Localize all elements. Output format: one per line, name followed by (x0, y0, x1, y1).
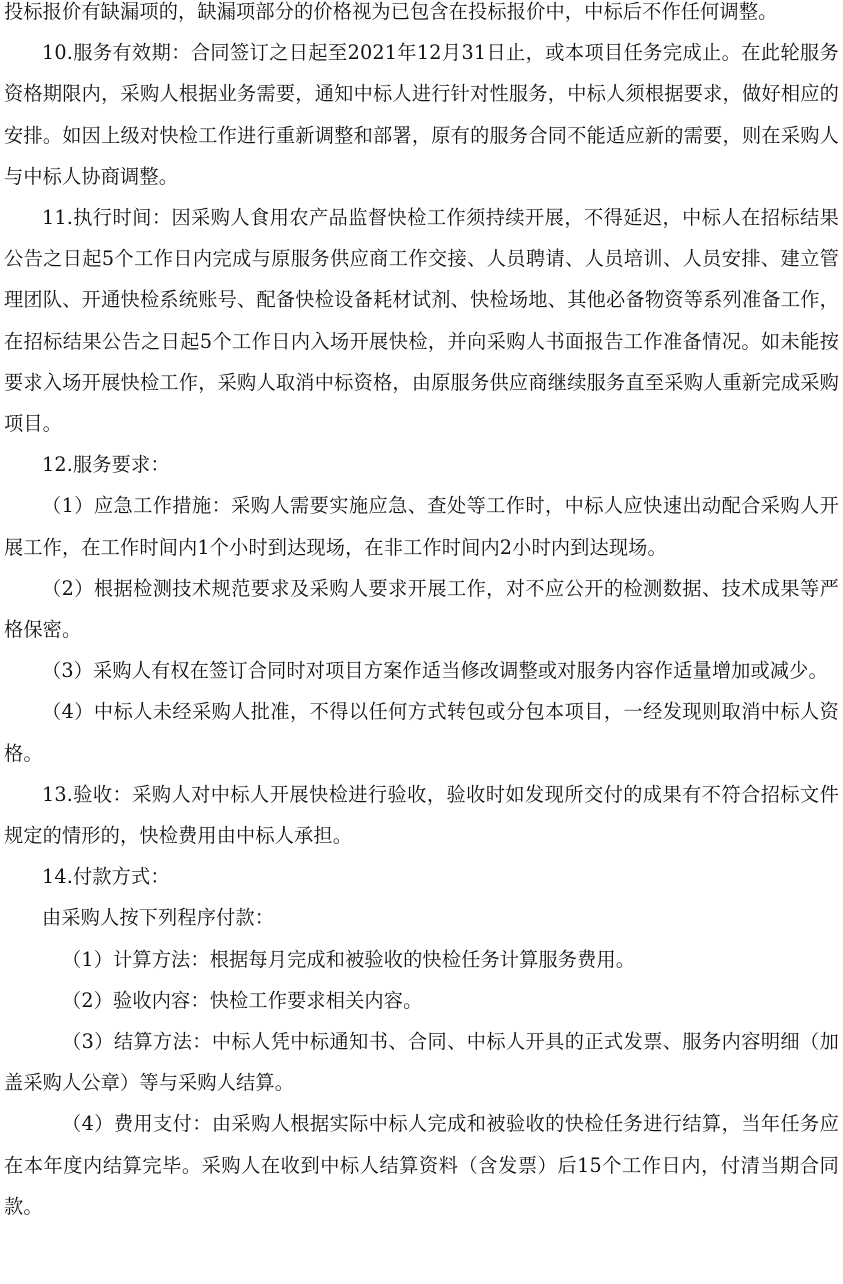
paragraph-scope-adjustment: （3）采购人有权在签订合同时对项目方案作适当修改调整或对服务内容作适量增加或减少。 (42, 659, 828, 683)
paragraph-calculation-method: （1）计算方法：根据每月完成和被验收的快检任务计算服务费用。 (62, 947, 636, 971)
paragraph-execution-time: 11.执行时间：因采购人食用农产品监督快检工作须持续开展，不得延迟，中标人在招标结果公告之日起5个工作日内完成与原服务供应商工作交接、人员聘请、人员培训、人员安排、建立管理团队、开通快检系统账号、配备快检设备耗材试剂、快检场地、其他必备物资等系列准备工作，在招标结果公告之日起5个工作日内入场开展快检，并向采购人书面报告工作准备情况。如未能按要求入场开展快检工作，采购人取消中标资格，由原服务供应商继续服务直至采购人重新完成采购项目。 (4, 206, 839, 436)
paragraph-no-subcontracting: （4）中标人未经采购人批准，不得以任何方式转包或分包本项目，一经发现则取消中标人资格。 (4, 700, 839, 765)
paragraph-confidentiality: （2）根据检测技术规范要求及采购人要求开展工作，对不应公开的检测数据、技术成果等严格保密。 (4, 576, 839, 642)
paragraph-pricing-omission: 投标报价有缺漏项的，缺漏项部分的价格视为已包含在投标报价中，中标后不作任何调整。 (4, 0, 778, 23)
paragraph-service-validity: 10.服务有效期：合同签订之日起至2021年12月31日止，或本项目任务完成止。在此轮服务资格期限内，采购人根据业务需要，通知中标人进行针对性服务，中标人须根据要求，做好相应的安排。如因上级对快检工作进行重新调整和部署，原有的服务合同不能适应新的需要，则在采购人与中标人协商调整。 (4, 41, 839, 188)
paragraph-acceptance-content: （2）验收内容：快检工作要求相关内容。 (62, 988, 423, 1012)
paragraph-payment-procedure: 由采购人按下列程序付款： (42, 906, 275, 930)
paragraph-fee-payment: （4）费用支付：由采购人根据实际中标人完成和被验收的快检任务进行结算，当年任务应在本年度内结算完毕。采购人在收到中标人结算资料（含发票）后15个工作日内，付清当期合同款。 (4, 1112, 839, 1218)
paragraph-settlement-method: （3）结算方法：中标人凭中标通知书、合同、中标人开具的正式发票、服务内容明细（加盖采购人公章）等与采购人结算。 (4, 1030, 839, 1095)
paragraph-service-requirements-heading: 12.服务要求： (42, 453, 170, 477)
paragraph-emergency-measures: （1）应急工作措施：采购人需要实施应急、查处等工作时，中标人应快速出动配合采购人开展工作，在工作时间内1个小时到达现场，在非工作时间内2小时内到达现场。 (4, 494, 839, 559)
paragraph-payment-heading: 14.付款方式： (42, 865, 170, 889)
paragraph-acceptance: 13.验收：采购人对中标人开展快检进行验收，验收时如发现所交付的成果有不符合招标文件规定的情形的，快检费用由中标人承担。 (4, 782, 839, 848)
